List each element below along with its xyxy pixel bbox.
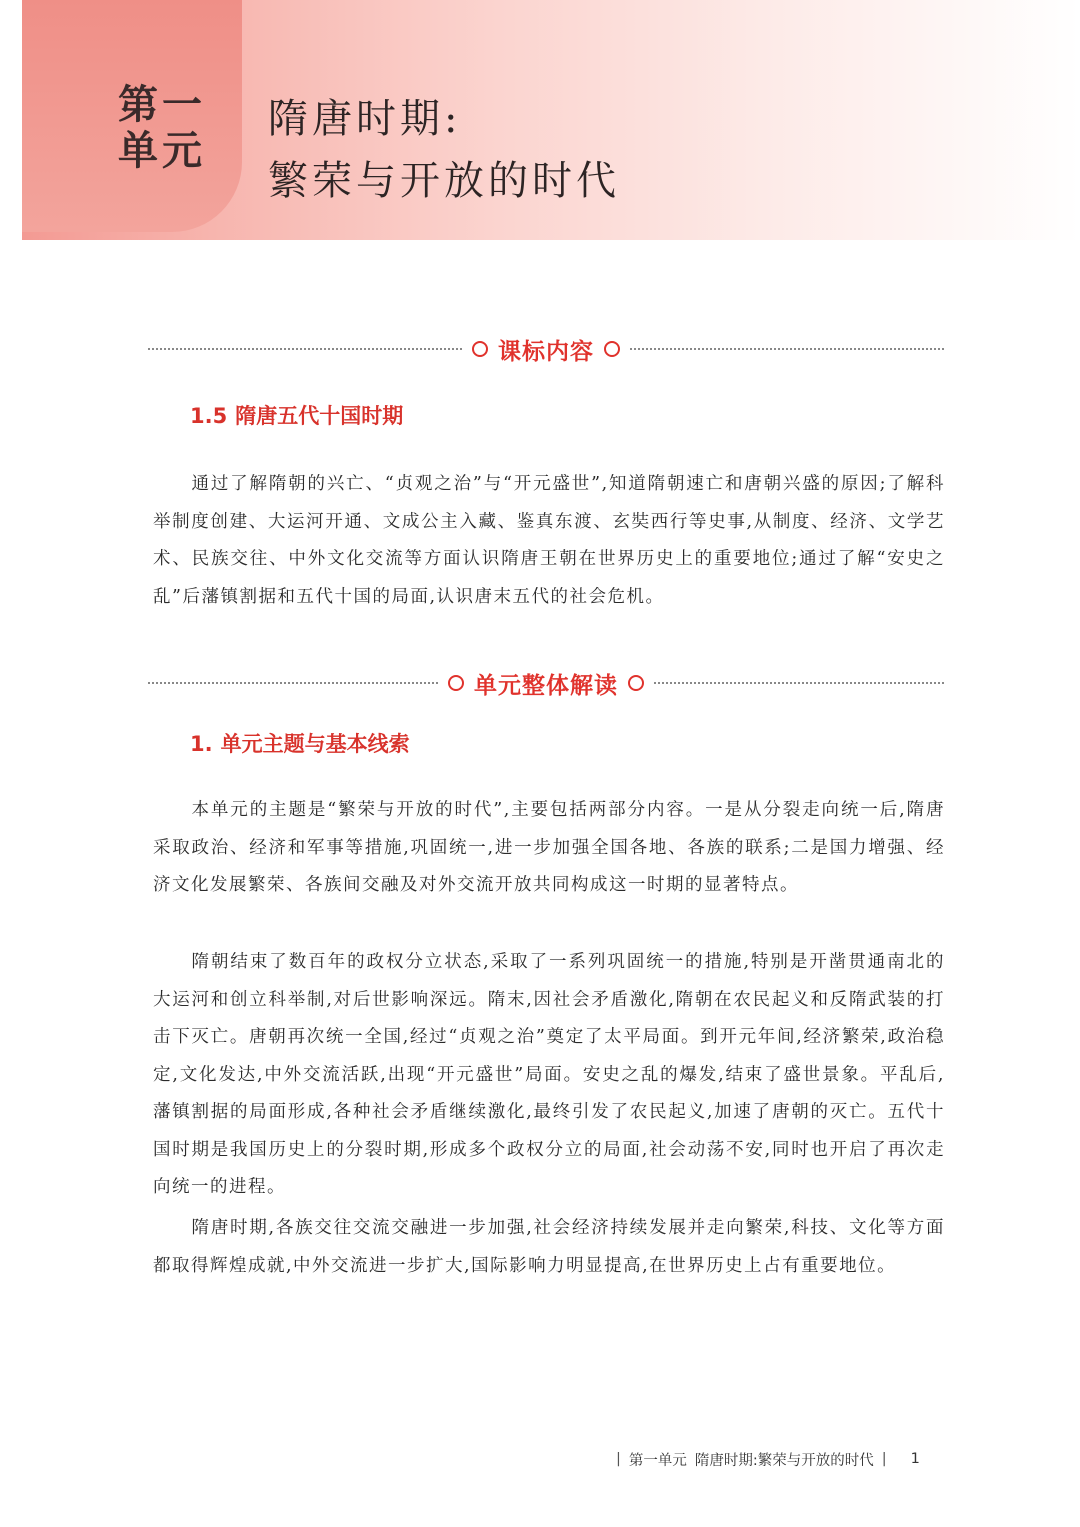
subheading-curriculum — [190, 400, 403, 430]
section-heading-label: 单元整体解读 — [474, 672, 618, 699]
section-heading-overview — [148, 668, 944, 698]
circle-icon — [448, 675, 464, 691]
page-footer — [616, 1448, 956, 1470]
dotted-divider — [148, 348, 462, 350]
unit-label: 第一单元 — [118, 81, 206, 174]
subheading-number: 1.5 — [190, 404, 228, 428]
unit-title-line1: 隋唐时期: — [268, 96, 462, 142]
body-paragraph: 隋朝结束了数百年的政权分立状态,采取了一系列巩固统一的措施,特别是开凿贯通南北的大运河和创立科举制,对后世影响深远。隋末,因社会矛盾激化,隋朝在农民起义和反隋武装的打击下灭亡。唐朝再次统一全国,经过“贞观之治”奠定了太平局面。到开元年间,经济繁荣,政治稳定,文化发达,中外交流活跃,出现“开元盛世”局面。安史之乱的爆发,结束了盛世景象。平乱后,藩镇割据的局面形成,各种社会矛盾继续激化,最终引发了农民起义,加速了唐朝的灭亡。五代十国时期是我国历史上的分裂时期,形成多个政权分立的局面,社会动荡不安,同时也开启了再次走向统一的进程。 — [153, 952, 945, 1197]
body-paragraph: 隋唐时期,各族交往交流交融进一步加强,社会经济持续发展并走向繁荣,科技、文化等方面都取得辉煌成就,中外交流进一步扩大,国际影响力明显提高,在世界历史上占有重要地位。 — [153, 1218, 945, 1276]
dotted-divider — [654, 682, 944, 684]
circle-icon — [628, 675, 644, 691]
dotted-divider — [148, 682, 438, 684]
footer-title: 隋唐时期:繁荣与开放的时代 — [694, 1452, 874, 1469]
page-number: 1 — [910, 1451, 920, 1467]
footer-divider: | — [881, 1451, 887, 1467]
subheading-text: 隋唐五代十国时期 — [235, 404, 404, 428]
subheading-text: 单元主题与基本线索 — [220, 732, 410, 756]
dotted-divider — [630, 348, 944, 350]
circle-icon — [604, 341, 620, 357]
section-heading-curriculum — [148, 334, 944, 364]
subheading-number: 1. — [190, 732, 213, 756]
footer-divider: | — [616, 1451, 621, 1467]
circle-icon — [472, 341, 488, 357]
unit-title-line2: 繁荣与开放的时代 — [268, 158, 620, 204]
curriculum-paragraph: 通过了解隋朝的兴亡、“贞观之治”与“开元盛世”,知道隋朝速亡和唐朝兴盛的原因;了解科举制度创建、大运河开通、文成公主入藏、鉴真东渡、玄奘西行等史事,从制度、经济、文学艺术、民族交往、中外文化交流等方面认识隋唐王朝在世界历史上的重要地位;通过了解“安史之乱”后藩镇割据和五代十国的局面,认识唐末五代的社会危机。 — [153, 474, 945, 607]
footer-unit: 第一单元 — [628, 1452, 687, 1469]
subheading-theme — [190, 728, 410, 758]
unit-title — [268, 88, 620, 212]
section-heading-label: 课标内容 — [498, 338, 594, 365]
body-paragraph: 本单元的主题是“繁荣与开放的时代”,主要包括两部分内容。一是从分裂走向统一后,隋唐采取政治、经济和军事等措施,巩固统一,进一步加强全国各地、各族的联系;二是国力增强、经济文化发展繁荣、各族间交融及对外交流开放共同构成这一时期的显著特点。 — [153, 800, 945, 895]
